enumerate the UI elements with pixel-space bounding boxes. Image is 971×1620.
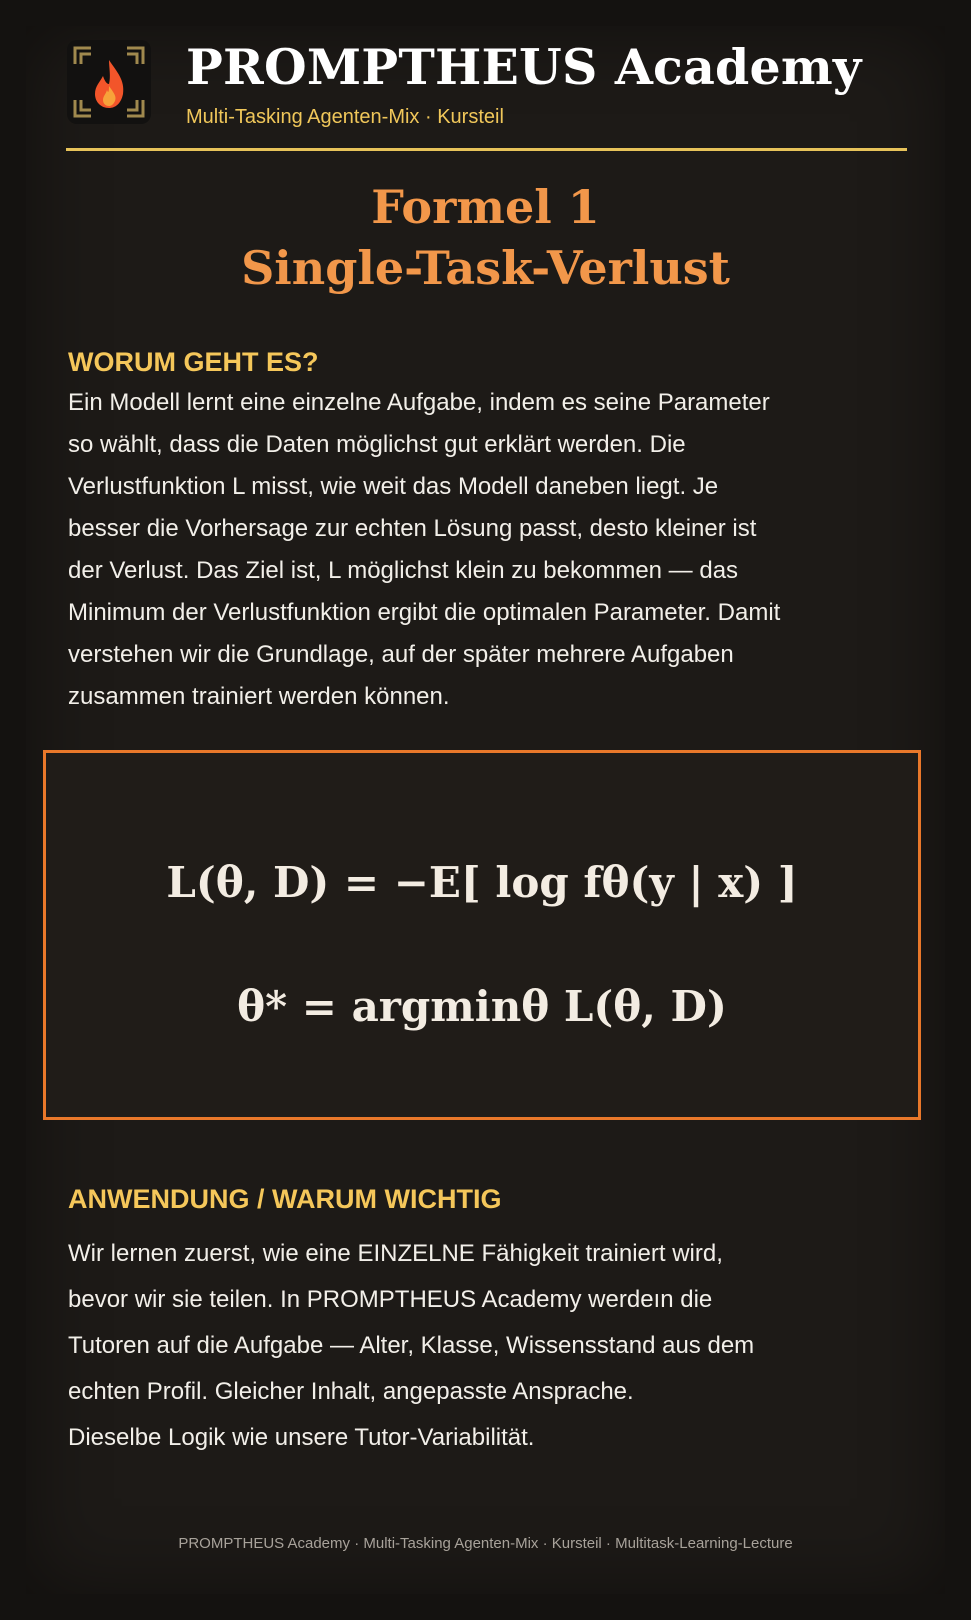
brand-title: PROMPTHEUS Academy — [186, 38, 862, 96]
loss-formula: L(θ, D) = −E[ log fθ(y | x) ] — [166, 858, 798, 907]
section-text-anwendung — [68, 1231, 918, 1461]
text-line: Wir lernen zuerst, wie eine EINZELNE Fähigkeit trainiert wird, — [68, 1240, 723, 1267]
formula-box — [43, 750, 921, 1120]
section-text-worum — [68, 382, 918, 718]
section-heading-worum: WORUM GEHT ES? — [68, 347, 319, 377]
text-line: verstehen wir die Grundlage, auf der später mehrere Aufgaben — [68, 641, 734, 668]
brand-subtitle: Multi-Tasking Agenten-Mix · Kursteil — [186, 106, 504, 128]
page-title — [26, 177, 945, 299]
text-line: so wählt, dass die Daten möglichst gut erklärt werden. Die — [68, 431, 686, 458]
section-heading-anwendung: ANWENDUNG / WARUM WICHTIG — [68, 1184, 502, 1214]
logo — [67, 40, 151, 124]
text-line: zusammen trainiert werden können. — [68, 683, 450, 710]
text-line: bevor wir sie teilen. In PROMPTHEUS Academy werdeın die — [68, 1286, 713, 1313]
flame-icon — [67, 40, 151, 124]
page-footer: PROMPTHEUS Academy · Multi-Tasking Agenten-Mix · Kursteil · Multitask-Learning-Lecture — [178, 1535, 793, 1552]
lecture-page — [26, 26, 945, 1594]
text-line: besser die Vorhersage zur echten Lösung passt, desto kleiner ist — [68, 515, 757, 542]
argmin-formula: θ* = argminθ L(θ, D) — [237, 982, 727, 1031]
text-line: Minimum der Verlustfunktion ergibt die optimalen Parameter. Damit — [68, 599, 781, 626]
text-line: Ein Modell lernt eine einzelne Aufgabe, indem es seine Parameter — [68, 389, 770, 416]
text-line: der Verlust. Das Ziel ist, L möglichst klein zu bekommen — das — [68, 557, 739, 584]
title-line-2: Single-Task-Verlust — [241, 241, 730, 295]
text-line: Tutoren auf die Aufgabe — Alter, Klasse, Wissensstand aus dem — [68, 1332, 755, 1359]
text-line: Dieselbe Logik wie unsere Tutor-Variabilität. — [68, 1424, 535, 1451]
title-line-1: Formel 1 — [371, 180, 600, 234]
header-divider — [66, 148, 907, 151]
text-line: Verlustfunktion L misst, wie weit das Modell daneben liegt. Je — [68, 473, 719, 500]
text-line: echten Profil. Gleicher Inhalt, angepasste Ansprache. — [68, 1378, 634, 1405]
